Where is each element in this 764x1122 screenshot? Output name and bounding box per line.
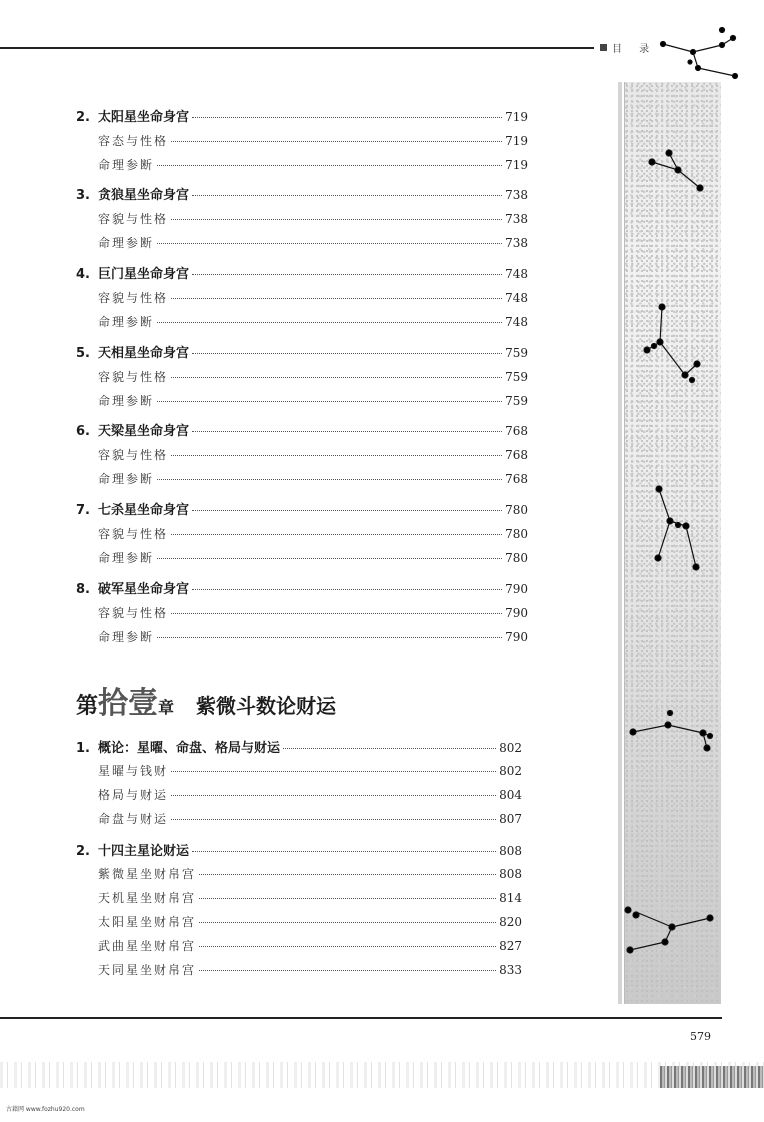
leader-dots [171,819,496,820]
toc-subentry[interactable] [98,937,522,957]
leader-dots [171,795,496,796]
toc-entry[interactable] [76,184,528,204]
toc-entry-page: 790 [505,582,528,596]
toc-subentry[interactable] [98,132,528,152]
toc-entry-title: 容态与性格 [98,134,169,148]
square-bullet-icon [600,44,607,51]
chapter-title: 紫微斗数论财运 [196,694,337,718]
toc-entry-page: 802 [499,764,522,778]
toc-entry-title: 天相星坐命身宫 [98,346,190,361]
toc-subentry[interactable] [98,289,528,309]
toc-subentry[interactable] [98,549,528,569]
chapter-number-2: 壹 [128,686,159,721]
page-number: 579 [690,1030,711,1043]
leader-dots [192,195,502,196]
toc-entry-title: 七杀星坐命身宫 [98,503,190,518]
toc-entry-title: 破军星坐命身宫 [98,582,190,597]
toc-entry[interactable] [76,840,522,860]
leader-dots [157,637,502,638]
toc-entry-title: 命理参断 [98,236,155,250]
toc-entry-title: 容貌与性格 [98,527,169,541]
leader-dots [192,510,502,511]
scan-artifact-dark [660,1066,764,1088]
toc-entry-page: 790 [505,606,528,620]
toc-entry-number: 2. [76,110,90,125]
toc-entry-title: 十四主星论财运 [98,844,190,859]
leader-dots [171,298,502,299]
leader-dots [199,922,496,923]
toc-entry-page: 738 [505,236,528,250]
toc-entry-page: 780 [505,527,528,541]
toc-subentry[interactable] [98,313,528,333]
toc-entry-page: 768 [505,424,528,438]
toc-entry-title: 命理参断 [98,315,155,329]
toc-subentry[interactable] [98,762,522,782]
toc-entry-page: 748 [505,267,528,281]
toc-entry-page: 748 [505,315,528,329]
toc-entry-page: 719 [505,134,528,148]
toc-entry-title: 容貌与性格 [98,370,169,384]
toc-entry-title: 太阳星坐命身宫 [98,110,190,125]
toc-entry-title: 天梁星坐命身宫 [98,424,190,439]
leader-dots [192,851,496,852]
side-decorative-panel [624,82,721,1004]
toc-entry-title: 贪狼星坐命身宫 [98,188,190,203]
toc-entry-page: 759 [505,346,528,360]
toc-entry-page: 759 [505,394,528,408]
toc-entry[interactable] [76,420,528,440]
toc-subentry[interactable] [98,368,528,388]
leader-dots [157,401,502,402]
toc-entry-number: 2. [76,844,90,859]
toc-entry-title: 命理参断 [98,472,155,486]
toc-subentry[interactable] [98,913,522,933]
toc-entry-number: 4. [76,267,90,282]
toc-entry[interactable] [76,737,522,757]
toc-entry-number: 1. [76,741,90,756]
toc-entry[interactable] [76,499,528,519]
leader-dots [192,431,502,432]
toc-subentry[interactable] [98,961,522,981]
chapter-heading [76,678,336,722]
toc-entry-number: 5. [76,346,90,361]
leader-dots [171,455,502,456]
leader-dots [192,589,502,590]
toc-subentry[interactable] [98,889,522,909]
toc-subentry[interactable] [98,234,528,254]
toc-entry-title: 命理参断 [98,394,155,408]
toc-subentry[interactable] [98,810,522,830]
toc-subentry[interactable] [98,392,528,412]
toc-subentry[interactable] [98,470,528,490]
toc-subentry[interactable] [98,446,528,466]
toc-entry-title: 命理参断 [98,630,155,644]
toc-entry-page: 804 [499,788,522,802]
toc-subentry[interactable] [98,628,528,648]
leader-dots [171,771,496,772]
toc-entry-title: 命盘与财运 [98,812,169,826]
chapter-suffix: 章 [158,698,175,717]
leader-dots [171,613,502,614]
toc-entry-title: 容貌与性格 [98,212,169,226]
toc-entry-page: 780 [505,551,528,565]
leader-dots [171,534,502,535]
toc-entry-title: 容貌与性格 [98,448,169,462]
toc-subentry[interactable] [98,525,528,545]
constellation-icon [661,28,738,79]
toc-entry-title: 巨门星坐命身宫 [98,267,190,282]
toc-entry-page: 738 [505,188,528,202]
chapter-prefix: 第 [76,693,99,719]
toc-entry[interactable] [76,106,528,126]
toc-subentry[interactable] [98,604,528,624]
leader-dots [283,748,496,749]
toc-entry-number: 7. [76,503,90,518]
toc-entry-title: 命理参断 [98,158,155,172]
toc-entry-page: 827 [499,939,522,953]
toc-entry-title: 太阳星坐财帛宫 [98,915,197,929]
toc-entry-title: 概论：星曜、命盘、格局与财运 [98,741,281,756]
leader-dots [199,970,496,971]
toc-subentry[interactable] [98,865,522,885]
leader-dots [157,558,502,559]
toc-entry-page: 790 [505,630,528,644]
toc-entry-page: 808 [499,867,522,881]
toc-entry-title: 天同星坐财帛宫 [98,963,197,977]
chapter-number-1: 拾 [98,686,129,721]
toc-subentry[interactable] [98,156,528,176]
toc-entry-title: 容貌与性格 [98,291,169,305]
leader-dots [192,117,502,118]
source-watermark: 古籍网 www.fozhu920.com [6,1106,85,1113]
toc-entry-page: 808 [499,844,522,858]
toc-entry-title: 星曜与钱财 [98,764,169,778]
leader-dots [171,377,502,378]
leader-dots [192,353,502,354]
leader-dots [171,219,502,220]
leader-dots [192,274,502,275]
leader-dots [199,898,496,899]
leader-dots [199,946,496,947]
toc-entry-page: 768 [505,472,528,486]
toc-entry-title: 命理参断 [98,551,155,565]
toc-entry-page: 780 [505,503,528,517]
leader-dots [157,479,502,480]
section-header [600,40,656,55]
toc-subentry[interactable] [98,786,522,806]
toc-entry-title: 武曲星坐财帛宫 [98,939,197,953]
toc-entry-page: 768 [505,448,528,462]
toc-entry-title: 容貌与性格 [98,606,169,620]
toc-entry-page: 802 [499,741,522,755]
section-header-label: 目 录 [612,44,657,55]
toc-entry-page: 738 [505,212,528,226]
toc-entry-page: 833 [499,963,522,977]
toc-entry-number: 6. [76,424,90,439]
side-strip [618,82,622,1004]
toc-entry-page: 807 [499,812,522,826]
toc-entry-title: 格局与财运 [98,788,169,802]
toc-subentry[interactable] [98,210,528,230]
leader-dots [157,165,502,166]
toc-entry-number: 3. [76,188,90,203]
toc-entry-page: 719 [505,158,528,172]
toc-entry-number: 8. [76,582,90,597]
toc-entry[interactable] [76,578,528,598]
toc-entry-title: 紫微星坐财帛宫 [98,867,197,881]
toc-entry[interactable] [76,263,528,283]
footer-rule [0,1017,722,1019]
toc-entry-page: 719 [505,110,528,124]
scan-artifact-band [0,1062,764,1088]
toc-entry-page: 759 [505,370,528,384]
toc-entry-page: 748 [505,291,528,305]
leader-dots [157,243,502,244]
leader-dots [171,141,502,142]
leader-dots [157,322,502,323]
toc-entry[interactable] [76,342,528,362]
toc-entry-title: 天机星坐财帛宫 [98,891,197,905]
header-rule [0,47,594,49]
toc-entry-page: 820 [499,915,522,929]
leader-dots [199,874,496,875]
toc-entry-page: 814 [499,891,522,905]
